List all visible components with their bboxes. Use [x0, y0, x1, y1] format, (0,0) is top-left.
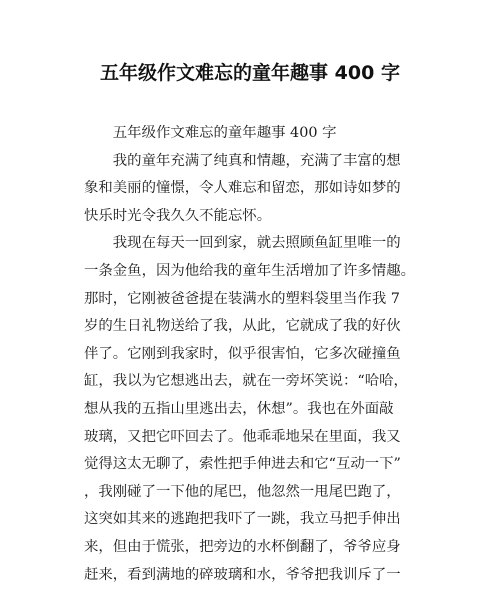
- body-line: 来，但由于慌张，把旁边的水杯倒翻了，爷爷应身: [84, 534, 434, 562]
- body-line: 我的童年充满了纯真和情趣，充满了丰富的想: [84, 148, 434, 176]
- body-line: 象和美丽的憧憬，令人难忘和留恋，那如诗如梦的: [84, 175, 434, 203]
- body-line: 一条金鱼，因为他给我的童年生活增加了许多情趣。: [84, 258, 434, 286]
- body-line: 这突如其来的逃跑把我吓了一跳，我立马把手伸出: [84, 506, 434, 534]
- body-line: 玻璃，又把它吓回去了。他乖乖地呆在里面，我又: [84, 424, 434, 452]
- body-line: 那时，它刚被爸爸提在装满水的塑料袋里当作我 7: [84, 286, 434, 314]
- body-line: 五年级作文难忘的童年趣事 400 字: [84, 120, 434, 148]
- body-line: 赶来，看到满地的碎玻璃和水，爷爷把我训斥了一: [84, 562, 434, 589]
- document-body: [84, 120, 434, 589]
- body-line: 想从我的五指山里逃出去，休想”。我也在外面敲: [84, 396, 434, 424]
- body-line: ，我刚碰了一下他的尾巴，他忽然一甩尾巴跑了，: [84, 479, 434, 507]
- body-line: 快乐时光令我久久不能忘怀。: [84, 203, 434, 231]
- body-line: 岁的生日礼物送给了我，从此，它就成了我的好伙: [84, 313, 434, 341]
- body-line: 我现在每天一回到家，就去照顾鱼缸里唯一的: [84, 230, 434, 258]
- body-line: 缸，我以为它想逃出去，就在一旁坏笑说：“哈哈，: [84, 368, 434, 396]
- body-line: 觉得这太无聊了，索性把手伸进去和它“互动一下”: [84, 451, 434, 479]
- document-title: 五年级作文难忘的童年趣事 400 字: [0, 60, 500, 86]
- body-line: 伴了。它刚到我家时，似乎很害怕，它多次碰撞鱼: [84, 341, 434, 369]
